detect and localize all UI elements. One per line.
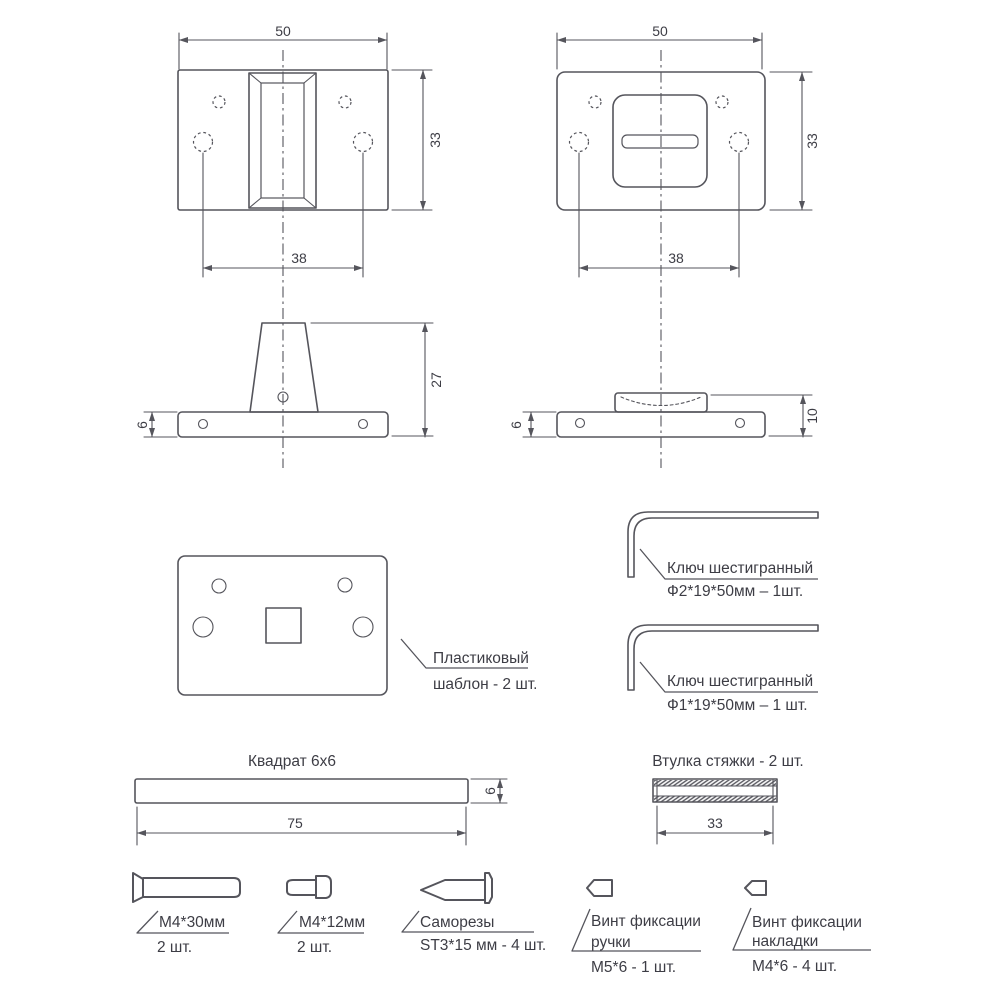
hex-key-1mm: [628, 625, 818, 714]
sleeve-knurl-top: [654, 780, 776, 786]
screws-name: Саморезы: [420, 914, 495, 931]
plate-hole: [736, 419, 745, 428]
hex-key-name: Ключ шестигранный: [667, 560, 814, 577]
dim-height-label: 10: [804, 408, 820, 424]
bolt-shaft: [287, 880, 316, 895]
plastic-template: [178, 556, 537, 695]
hex-key-2mm: [628, 512, 818, 600]
bolt-qty: 2 шт.: [297, 939, 333, 956]
hex-key-spec: Ф2*19*50мм – 1шт.: [667, 583, 804, 600]
dim-width-label: 50: [275, 23, 291, 39]
latch-turn-square: [613, 95, 707, 187]
bolt-shaft: [143, 878, 240, 897]
dim-thickness-label: 6: [134, 421, 150, 429]
bolt-m4x12: [278, 876, 365, 956]
dim-height-label: 33: [427, 132, 443, 148]
dim-spacing-lines: [579, 153, 739, 277]
set-screw-label-line1: Винт фиксации: [591, 913, 701, 930]
set-screw-shape: [587, 880, 612, 896]
dim-thickness-lines: [523, 412, 556, 437]
latch-side-view: [508, 393, 820, 437]
square-bar-shape: [135, 779, 468, 803]
dim-spacing-label: 38: [668, 250, 684, 266]
set-screw-label-line2: ручки: [591, 934, 631, 951]
self-tapping-screws: [402, 873, 546, 954]
set-screw-shape: [745, 881, 766, 895]
dim-length-label: 75: [287, 815, 303, 831]
bolt-name: М4*30мм: [159, 914, 226, 931]
template-hole-small: [212, 579, 226, 593]
bolt-head: [133, 873, 143, 902]
screw-holes-dashed: [570, 96, 749, 152]
handle-side-view: [134, 323, 444, 437]
square-bar: [135, 753, 507, 845]
dim-width-label: 50: [652, 23, 668, 39]
latch-coin-slot: [622, 135, 698, 148]
hex-key-name: Ключ шестигранный: [667, 673, 814, 690]
plate-hole: [576, 419, 585, 428]
template-outline: [178, 556, 387, 695]
screws-spec: ST3*15 мм - 4 шт.: [420, 937, 547, 954]
set-screw-label-line2: накладки: [752, 933, 819, 950]
dim-height-lines: [392, 70, 432, 210]
bolt-name: М4*12мм: [299, 914, 366, 931]
set-screw-handle: [572, 880, 701, 976]
template-square-hole: [266, 608, 301, 643]
template-hole-large: [193, 617, 213, 637]
bolt-m4x30: [133, 873, 240, 956]
set-screw-spec: М4*6 - 4 шт.: [752, 958, 838, 975]
screw-body: [421, 880, 485, 900]
set-screw-cover: [733, 881, 871, 975]
hex-key-spec: Ф1*19*50мм – 1 шт.: [667, 697, 808, 714]
set-screw-label-line1: Винт фиксации: [752, 914, 862, 931]
template-label-line1: Пластиковый: [433, 650, 529, 667]
dim-height-lines: [711, 395, 812, 437]
template-hole-large: [353, 617, 373, 637]
square-bar-title: Квадрат 6х6: [247, 753, 337, 770]
plate-hole: [199, 420, 208, 429]
plate-hole: [359, 420, 368, 429]
dim-thickness-label: 6: [482, 787, 498, 795]
dim-height-label: 33: [804, 133, 820, 149]
dim-height-lines: [311, 323, 433, 437]
template-hole-small: [338, 578, 352, 592]
sleeve-title: Втулка стяжки - 2 шт.: [652, 753, 804, 770]
bolt-head: [316, 876, 331, 898]
handle-knob-profile: [250, 323, 318, 412]
screw-head: [485, 873, 492, 903]
dim-height-label: 27: [428, 372, 444, 388]
dim-thickness-label: 6: [508, 421, 524, 429]
tie-sleeve: [652, 753, 803, 844]
dim-spacing-label: 38: [291, 250, 307, 266]
dim-spacing-lines: [203, 153, 363, 277]
sleeve-knurl-bottom: [654, 796, 776, 802]
bolt-qty: 2 шт.: [157, 939, 193, 956]
dim-length-label: 33: [707, 815, 723, 831]
template-label-line2: шаблон - 2 шт.: [433, 676, 538, 693]
handle-front-view: [178, 23, 443, 468]
set-screw-spec: М5*6 - 1 шт.: [591, 959, 677, 976]
